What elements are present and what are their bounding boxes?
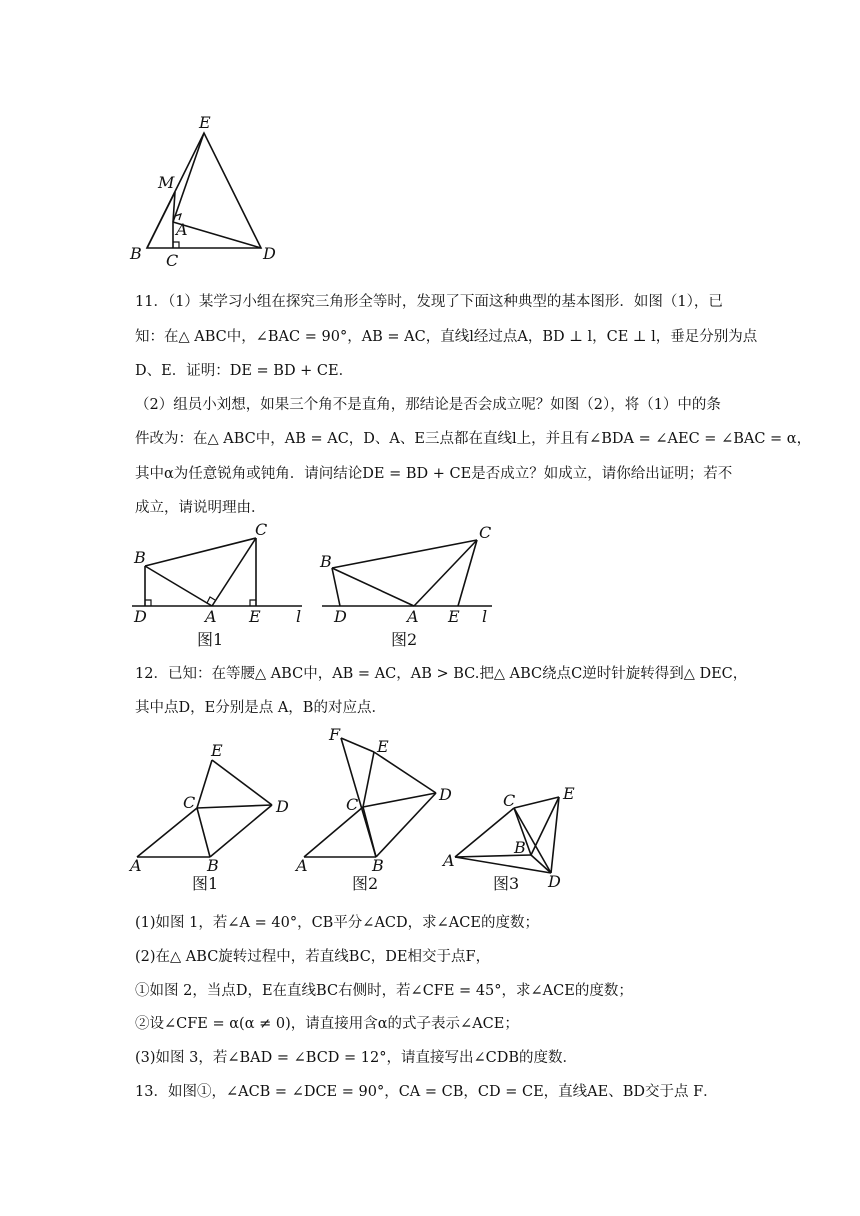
label-A: A (443, 851, 455, 870)
label-E: E (199, 113, 211, 132)
label-E: E (377, 737, 389, 756)
caption: 图1 (197, 630, 224, 649)
label-E: E (448, 607, 460, 626)
label-C: C (183, 793, 196, 812)
caption: 图2 (391, 630, 418, 649)
label-D: D (334, 607, 347, 626)
label-C: C (346, 795, 359, 814)
label-l: l (482, 607, 488, 626)
label-E: E (211, 741, 223, 760)
label-B: B (134, 548, 146, 567)
q11-line-1: 11．（1）某学习小组在探究三角形全等时，发现了下面这种典型的基本图形．如图（1），已 (135, 294, 723, 310)
label-C: C (166, 251, 179, 270)
label-M: M (158, 173, 175, 192)
q11-line-3: D、E．证明：DE = BD + CE． (135, 363, 354, 379)
q12-part-2-2: ②设∠CFE = α(α ≠ 0)，请直接用含α的式子表示∠ACE； (135, 1016, 519, 1032)
label-A: A (205, 607, 217, 626)
label-C: C (479, 523, 492, 542)
caption: 图2 (352, 874, 379, 893)
label-D: D (439, 785, 452, 804)
q12-part-2-1: ①如图 2，当点D，E在直线BC右侧时，若∠CFE = 45°，求∠ACE的度数； (135, 983, 633, 999)
q12-figure-1 (125, 730, 300, 895)
label-D: D (263, 244, 276, 263)
label-B: B (372, 856, 384, 875)
q11-line-7: 成立，请说明理由． (135, 500, 266, 516)
q11-line-4: （2）组员小刘想，如果三个角不是直角，那结论是否会成立呢？如图（2），将（1）中的条 (135, 397, 721, 413)
label-D: D (134, 607, 147, 626)
caption: 图3 (493, 874, 520, 893)
q12-part-2: (2)在△ ABC旋转过程中，若直线BC，DE相交于点F， (135, 949, 491, 965)
label-B: B (207, 856, 219, 875)
label-A: A (130, 856, 142, 875)
label-A: A (296, 856, 308, 875)
q13-line-1: 13．如图①，∠ACB = ∠DCE = 90°，CA = CB，CD = CE，直线AE、BD交于点 F． (135, 1084, 718, 1100)
label-D: D (276, 797, 289, 816)
q12-line-2: 其中点D，E分别是点 A，B的对应点． (135, 700, 386, 716)
label-E: E (249, 607, 261, 626)
q11-figure-2 (315, 518, 500, 653)
label-E: E (563, 784, 575, 803)
label-l: l (296, 607, 302, 626)
q12-figure-2 (290, 722, 460, 895)
label-D: D (548, 872, 561, 891)
label-F: F (329, 725, 341, 744)
q12-part-3: (3)如图 3，若∠BAD = ∠BCD = 12°，请直接写出∠CDB的度数． (135, 1050, 578, 1066)
q12-figure-3 (440, 780, 585, 895)
label-B: B (130, 244, 142, 263)
q11-line-6: 其中α为任意锐角或钝角．请问结论DE = BD + CE是否成立？如成立，请你给出证明；若不 (135, 466, 733, 482)
label-B: B (320, 552, 332, 571)
q11-line-5: 件改为：在△ ABC中，AB = AC，D、A、E三点都在直线l上，并且有∠BDA = ∠AEC = ∠BAC = α， (135, 431, 812, 447)
q11-line-2: 知：在△ ABC中，∠BAC = 90°，AB = AC，直线l经过点A，BD ⊥ l，CE ⊥ l，垂足分别为点 (135, 329, 758, 345)
caption: 图1 (192, 874, 219, 893)
label-C: C (503, 791, 516, 810)
q11-figure-1 (125, 518, 315, 653)
label-B: B (514, 838, 526, 857)
q12-line-1: 12．已知：在等腰△ ABC中，AB = AC，AB > BC.把△ ABC绕点C逆时针旋转得到△ DEC， (135, 666, 748, 682)
figure-top (125, 110, 285, 270)
label-C: C (255, 520, 268, 539)
q12-part-1: (1)如图 1，若∠A = 40°，CB平分∠ACD，求∠ACE的度数； (135, 915, 539, 931)
label-A: A (176, 220, 188, 239)
label-A: A (407, 607, 419, 626)
